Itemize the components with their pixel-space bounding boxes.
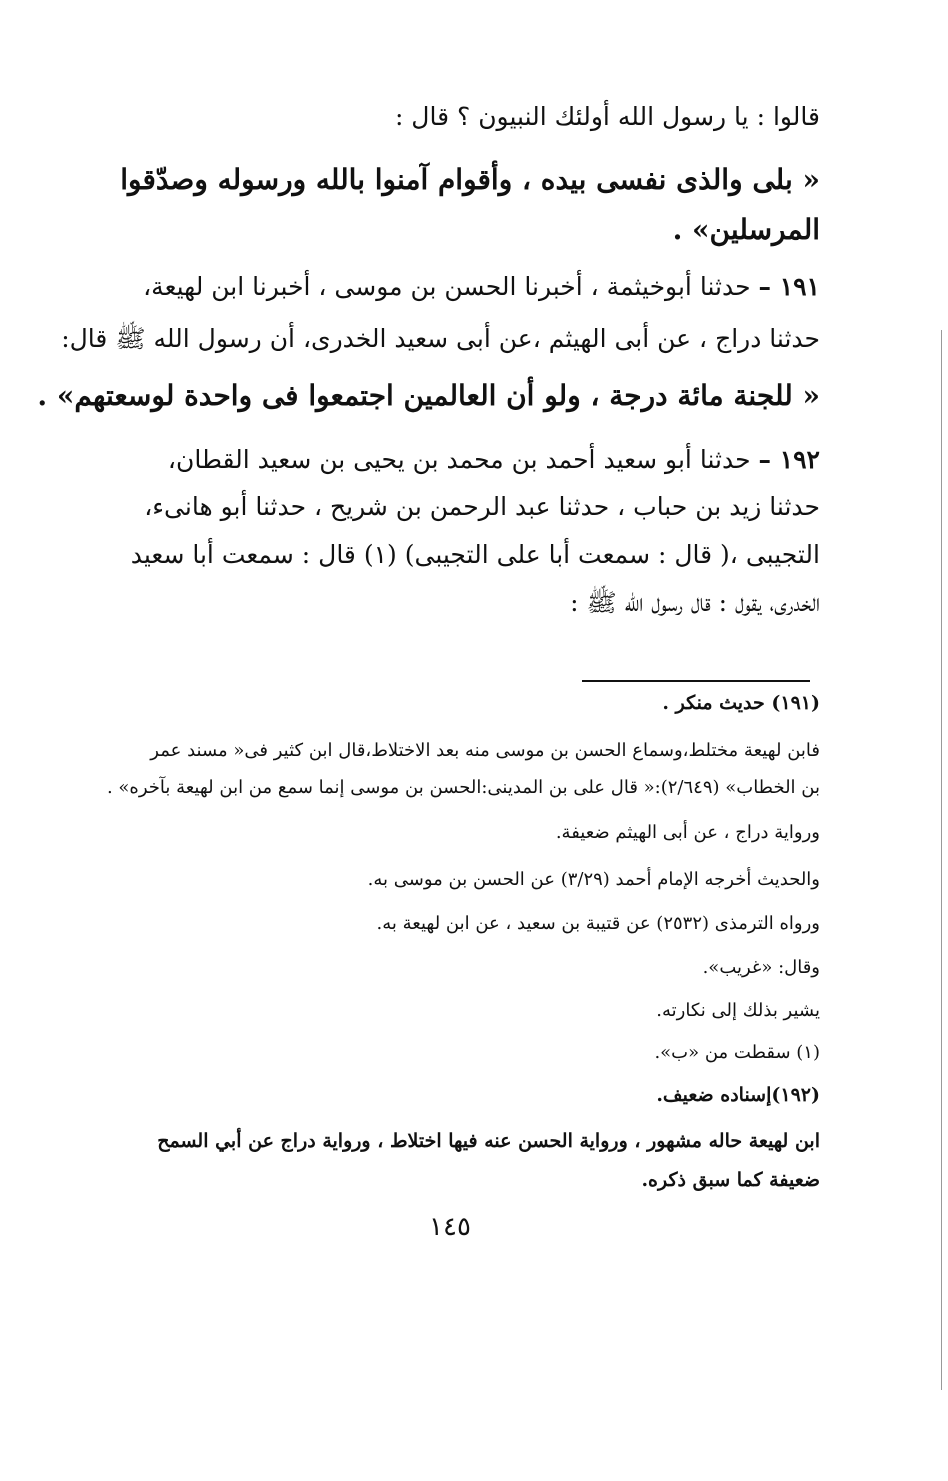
hadith-192-line-4: الخدرى، يقول : قال رسول الله ﷺ :	[570, 588, 820, 617]
main-line-1: قالوا : يا رسول الله أولئك النبيون ؟ قال :	[394, 102, 820, 131]
footnote-line-8: يشير بذلك إلى نكارته.	[656, 1000, 820, 1021]
hadith-191-matn: « للجنة مائة درجة ، ولو أن العالمين اجتمعوا فى واحدة لوسعتهم» .	[37, 379, 820, 412]
hadith-192-line-2: حدثنا زيد بن حباب ، حدثنا عبد الرحمن بن شريح ، حدثنا أبو هانىء،	[144, 492, 820, 521]
footnote-line-6: ورواه الترمذى (٢٥٣٢) عن قتيبة بن سعيد ، عن ابن لهيعة به.	[376, 913, 820, 934]
footnote-line-3: بن الخطاب» (٢/٦٤٩):« قال على بن المدينى:الحسن بن موسى إنما سمع من ابن لهيعة بآخره» .	[106, 777, 820, 798]
hadith-text-line-2: المرسلين» .	[672, 213, 820, 246]
hadith-192-line-1	[168, 443, 820, 477]
footnote-192-heading: (١٩٢)إسناده ضعيف.	[656, 1084, 820, 1106]
hadith-number-191: ١٩١ –	[758, 272, 820, 301]
page-number: ١٤٥	[429, 1212, 471, 1242]
hadith-192-line-3: التجيبى ،( قال : سمعت أبا على التجيبى) (١) قال : سمعت أبا سعيد	[130, 540, 820, 569]
hadith-191-line-1	[143, 270, 820, 304]
footnote-line-2: فابن لهيعة مختلط،وسماع الحسن بن موسى منه بعد الاختلاط،قال ابن كثير فى« مسند عمر	[150, 740, 820, 761]
footnote-line-9: (١) سقطت من «ب».	[654, 1042, 820, 1063]
footnote-line-11: ابن لهيعة حاله مشهور ، ورواية الحسن عنه فيها اختلاط ، ورواية دراج عن أبي السمح	[157, 1130, 820, 1152]
footnote-separator	[582, 680, 810, 682]
hadith-192-text: حدثنا أبو سعيد أحمد بن محمد بن يحيى بن سعيد القطان،	[167, 445, 751, 474]
footnote-line-4: ورواية دراج ، عن أبى الهيثم ضعيفة.	[555, 822, 820, 843]
scan-edge	[941, 330, 942, 1390]
footnote-191-heading: (١٩١) حديث منكر .	[662, 692, 820, 714]
footnote-line-7: وقال: «غريب».	[702, 957, 820, 978]
hadith-191-text: حدثنا أبوخيثمة ، أخبرنا الحسن بن موسى ، أخبرنا ابن لهيعة،	[143, 272, 751, 301]
footnote-line-5: والحديث أخرجه الإمام أحمد (٣/٢٩) عن الحسن بن موسى به.	[367, 869, 820, 890]
hadith-text-line-1: « بلى والذى نفسى بيده ، وأقوام آمنوا بالله ورسوله وصدّقوا	[120, 163, 820, 196]
footnote-line-12: ضعيفة كما سبق ذكره.	[641, 1169, 820, 1191]
hadith-number-192: ١٩٢ –	[758, 445, 820, 474]
hadith-191-line-2: حدثنا دراج ، عن أبى الهيثم ،عن أبى سعيد الخدرى، أن رسول الله ﷺ قال:	[61, 324, 820, 353]
